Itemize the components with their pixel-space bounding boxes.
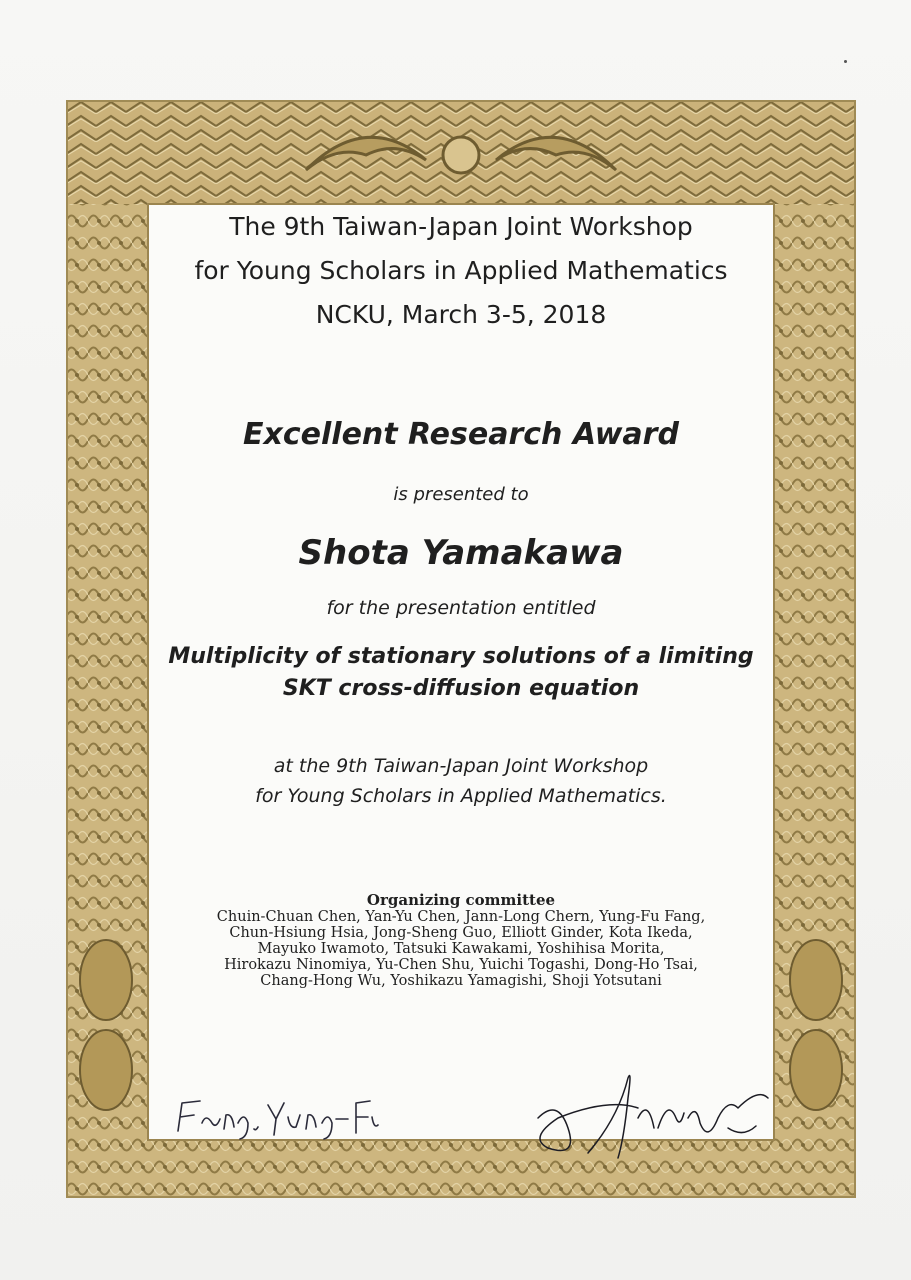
committee-line: Chang-Hong Wu, Yoshikazu Yamagishi, Shoji Yotsutani (260, 973, 662, 989)
workshop-title-line-2: for Young Scholars in Applied Mathematics (194, 256, 728, 285)
workshop-reference-line-2: for Young Scholars in Applied Mathematics. (255, 785, 667, 807)
committee-line: Chuin-Chuan Chen, Yan-Yu Chen, Jann-Long Chern, Yung-Fu Fang, (216, 909, 706, 925)
award-title: Excellent Research Award (243, 417, 679, 452)
committee-list (150, 909, 772, 989)
speck (844, 60, 847, 63)
committee-line: Hirokazu Ninomiya, Yu-Chen Shu, Yuichi Togashi, Dong-Ho Tsai, (224, 957, 698, 973)
committee-line: Mayuko Iwamoto, Tatsuki Kawakami, Yoshihisa Morita, (257, 941, 665, 957)
workshop-date-location: NCKU, March 3-5, 2018 (315, 300, 607, 329)
presentation-title (150, 641, 772, 705)
presented-to-text: is presented to (393, 484, 529, 505)
committee-line: Chun-Hsiung Hsia, Jong-Sheng Guo, Elliott Ginder, Kota Ikeda, (229, 925, 693, 941)
workshop-title-line-1: The 9th Taiwan-Japan Joint Workshop (229, 212, 693, 241)
workshop-reference-line-1: at the 9th Taiwan-Japan Joint Workshop (273, 755, 649, 777)
presentation-title-line-2: SKT cross-diffusion equation (282, 676, 640, 701)
recipient-name: Shota Yamakawa (298, 533, 624, 573)
certificate-body (150, 205, 772, 1105)
workshop-reference (150, 751, 772, 811)
committee-heading: Organizing committee (366, 891, 556, 909)
entitled-text: for the presentation entitled (326, 597, 596, 619)
signature-left (172, 1093, 382, 1143)
presentation-title-line-1: Multiplicity of stationary solutions of a limiting (168, 644, 754, 669)
signature-right (528, 1058, 778, 1168)
